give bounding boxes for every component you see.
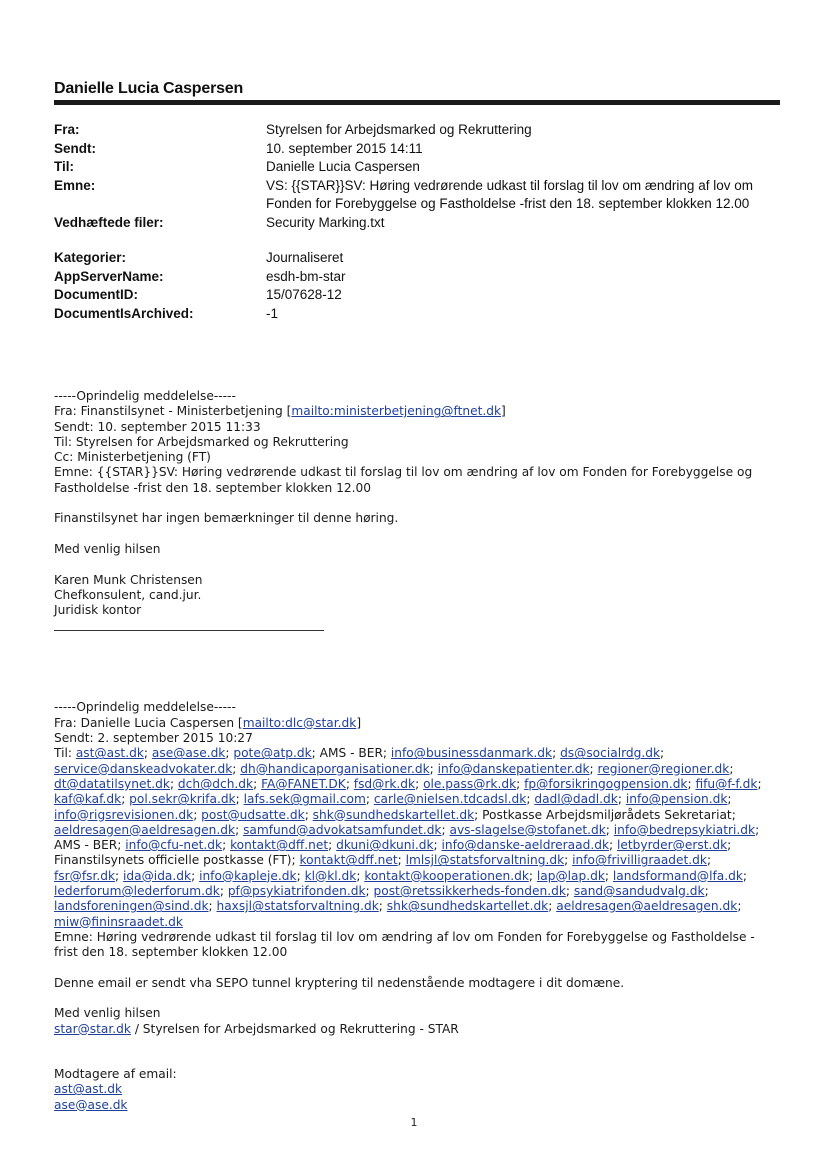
recipient-email-link[interactable]: aeldresagen@aeldresagen.dk [556, 899, 738, 914]
recipient-separator: ; [235, 792, 244, 807]
msg1-sig-name: Karen Munk Christensen [54, 572, 203, 587]
recipient-separator: ; AMS - BER; [54, 822, 760, 853]
recipient-email-link[interactable]: dadl@dadl.dk [534, 792, 618, 807]
recipient-separator: ; [121, 792, 130, 807]
msg2-body: Denne email er sendt vha SEPO tunnel kryptering til nedenstående modtagere i dit domæne. [54, 975, 625, 990]
recipient-email-link[interactable]: haxsjl@statsforvaltning.dk [216, 899, 379, 914]
recipient-email-link[interactable]: lap@lap.dk [536, 868, 605, 883]
recipient-email-link[interactable]: fsd@rk.dk [353, 776, 416, 791]
recipient-email-link[interactable]: post@udsatte.dk [201, 807, 305, 822]
msg2-subject: Emne: Høring vedrørende udkast til forslag til lov om ændring af lov om Fonden for Forebyggelse og Fastholdelse -frist den 18. september klokken 12.00 [54, 929, 755, 960]
recipient-email-link[interactable]: lederforum@lederforum.dk [54, 884, 220, 899]
recipient-separator: ; [304, 807, 313, 822]
recipient-separator: ; [356, 868, 365, 883]
recipient-separator: ; [219, 884, 228, 899]
recipient-separator: ; [208, 899, 217, 914]
recipient-email-link[interactable]: post@retssikkerheds-fonden.dk [373, 884, 566, 899]
recipient-email-link[interactable]: kaf@kaf.dk [54, 792, 122, 807]
recipient-email-link[interactable]: info@cfu-net.dk [125, 838, 223, 853]
recipient-separator: ; [548, 899, 557, 914]
recipient-email-link[interactable]: ole.pass@rk.dk [423, 776, 517, 791]
recipient-separator: ; [253, 776, 262, 791]
recipient-email-link[interactable]: landsforeningen@sind.dk [54, 899, 209, 914]
msg1-from-link[interactable]: mailto:ministerbetjening@ftnet.dk [291, 404, 502, 419]
recipient-separator: ; [143, 746, 152, 761]
msg1-body: Finanstilsynet har ingen bemærkninger til denne høring. [54, 511, 399, 526]
msg1-greeting: Med venlig hilsen [54, 541, 161, 556]
recipient-separator: ; [526, 792, 535, 807]
meta-from: Fra: Styrelsen for Arbejdsmarked og Rekruttering [54, 122, 532, 137]
recipient-separator: ; [345, 776, 354, 791]
recipient-email-link[interactable]: dt@datatilsynet.dk [54, 776, 170, 791]
recipient-email-link[interactable]: ast@ast.dk [75, 746, 144, 761]
recipient-separator: ; [415, 776, 424, 791]
recipients-label: Modtagere af email: [54, 1066, 177, 1081]
star-link[interactable]: star@star.dk [54, 1021, 131, 1036]
recipient-email-link[interactable]: miw@fininsraadet.dk [54, 914, 183, 929]
recipient-separator: ; [235, 822, 244, 837]
recipient-email-link[interactable]: shk@sundhedskartellet.dk [312, 807, 475, 822]
recipient-separator: ; [727, 792, 732, 807]
recipient-separator: ; [296, 868, 305, 883]
recipient-email-link[interactable]: lmlsjl@statsforvaltning.dk [405, 853, 565, 868]
msg1-cc: Cc: Ministerbetjening (FT) [54, 450, 211, 465]
recipient-email-link[interactable]: dch@dch.dk [177, 776, 254, 791]
recipient-email-link[interactable]: avs-slagelse@stofanet.dk [449, 822, 606, 837]
document-title: Danielle Lucia Caspersen [54, 80, 244, 97]
recipient-email-link[interactable]: fsr@fsr.dk [54, 868, 116, 883]
msg2-greeting: Med venlig hilsen [54, 1006, 161, 1021]
email-body [54, 389, 774, 1113]
recipient-separator: ; [660, 746, 665, 761]
recipient-email-link[interactable]: carle@nielsen.tdcadsl.dk [373, 792, 527, 807]
recipient-separator: ; [589, 761, 598, 776]
recipient-email-link[interactable]: samfund@advokatsamfundet.dk [243, 822, 442, 837]
recipient-email-link[interactable]: info@businessdanmark.dk [390, 746, 553, 761]
msg1-from: Fra: Finanstilsynet - Ministerbetjening [mailto:ministerbetjening@ftnet.dk] [54, 404, 506, 419]
recipient-email-link[interactable]: landsformand@lfa.dk [612, 868, 743, 883]
recipient-separator: ; [742, 868, 748, 883]
recipient-separator: ; [604, 868, 613, 883]
recipient-email-link[interactable]: fp@forsikringogpension.dk [524, 776, 688, 791]
msg2-sent: Sendt: 2. september 2015 10:27 [54, 731, 253, 746]
recipient-email-link[interactable]: info@bedrepsykiatri.dk [613, 822, 756, 837]
recipient-separator: ; [429, 761, 438, 776]
recipient-email-link[interactable]: kontakt@dff.net [230, 838, 329, 853]
msg2-from-link[interactable]: mailto:dlc@star.dk [242, 715, 357, 730]
recipient-email-link[interactable]: dkuni@dkuni.dk [336, 838, 434, 853]
recipient-separator: ; [565, 884, 574, 899]
meta-subject: Emne: VS: {{STAR}}SV: Høring vedrørende udkast til forslag til lov om ændring af lov om Fonden for Forebyggelse og Fastholdelse -frist den 18. september klokken 12.00 [54, 177, 753, 211]
recipient-email-link[interactable]: kontakt@dff.net [299, 853, 398, 868]
email-metadata [54, 121, 774, 323]
recipient-separator: ; [687, 776, 696, 791]
recipient-separator: ; [225, 746, 234, 761]
page-number: 1 [410, 1116, 418, 1129]
recipient-separator: ; [169, 776, 178, 791]
meta-documentisarchived: DocumentIsArchived: -1 [54, 305, 279, 321]
recipient-separator: ; [433, 838, 442, 853]
meta-documentid: DocumentID: 15/07628-12 [54, 287, 342, 302]
recipient-email-link[interactable]: pf@psykiatrifonden.dk [227, 884, 366, 899]
recipient-separator: ; [441, 822, 450, 837]
recipient-separator: ; [617, 792, 626, 807]
recipient-email-link[interactable]: pol.sekr@krifa.dk [129, 792, 236, 807]
recipient-email-link[interactable]: ase@ase.dk [151, 746, 226, 761]
recipient-email-link[interactable]: sand@sandudvalg.dk [573, 884, 705, 899]
recipient-email-link[interactable]: info@kapleje.dk [199, 868, 297, 883]
msg1-sent: Sendt: 10. september 2015 11:33 [54, 419, 261, 434]
recipient-email-link[interactable]: info@danskepatienter.dk [437, 761, 590, 776]
recipient-separator: ; [757, 776, 762, 791]
msg2-header: -----Oprindelig meddelelse----- [54, 700, 236, 715]
msg1-subject: Emne: {{STAR}}SV: Høring vedrørende udkast til forslag til lov om ændring af lov om Fonden for Forebyggelse og Fastholdelse -frist den 18. september klokken 12.00 [54, 465, 753, 495]
msg2-recipients: Til: ast@ast.dk; ase@ase.dk; pote@atp.dk; AMS - BER; info@businessdanmark.dk; ds@socialrdg.dk; service@danskeadvokater.dk; dh@handicaporganisationer.dk; info@danskepatienter.dk; regioner@regioner.dk; dt@datatilsynet.dk; dch@dch.dk; FA@FANET.DK; fsd@rk.dk; ole.pass@rk.dk; fp@forsikringogpension.dk; fifu@f-f.dk; kaf@kaf.dk; pol.sekr@krifa.dk; lafs.sek@gmail.com; carle@nielsen.tdcadsl.dk; dadl@dadl.dk; info@pension.dk; info@rigsrevisionen.dk; post@udsatte.dk; shk@sundhedskartellet.dk; Postkasse Arbejdsmiljørådets Sekretariat; aeldresagen@aeldresagen.dk; samfund@advokatsamfundet.dk; avs-slagelse@stofanet.dk; info@bedrepsykiatri.dk; AMS - BER; info@cfu-net.dk; kontakt@dff.net; dkuni@dkuni.dk; info@danske-aeldreraad.dk; letbyrder@erst.dk; Finanstilsynets officielle postkasse (FT); kontakt@dff.net; lmlsjl@statsforvaltning.dk; info@frivilligraadet.dk; fsr@fsr.dk; ida@ida.dk; info@kapleje.dk; kl@kl.dk; kontakt@kooperationen.dk; lap@lap.dk; landsformand@lfa.dk; lederforum@lederforum.dk; pf@psykiatrifonden.dk; post@retssikkerheds-fonden.dk; sand@sandudvalg.dk; landsforeningen@sind.dk; haxsjl@statsforvaltning.dk; shk@sundhedskartellet.dk; aeldresagen@aeldresagen.dk; miw@fininsraadet.dk [54, 746, 762, 929]
recipient-email-link[interactable]: regioner@regioner.dk [597, 761, 730, 776]
recipient-separator: ; AMS - BER; [311, 746, 391, 761]
recipient-email-link[interactable]: kontakt@kooperationen.dk [364, 868, 529, 883]
recipient-email-link[interactable]: ds@socialrdg.dk [560, 746, 661, 761]
recipient-separator: ; [552, 746, 561, 761]
recipient-separator: ; [609, 838, 618, 853]
recipient-separator: ; [115, 868, 124, 883]
recipient-email-link[interactable]: info@pension.dk [625, 792, 728, 807]
recipient-separator: ; [328, 838, 337, 853]
recipient-separator: ; [193, 807, 202, 822]
recipient-separator: ; [365, 792, 374, 807]
recipient-email-link[interactable]: FA@FANET.DK [261, 776, 346, 791]
recipient-email-link[interactable]: aeldresagen@aeldresagen.dk [54, 822, 236, 837]
meta-appservername: AppServerName: esdh-bm-star [54, 268, 346, 284]
recipient-email-link[interactable]: pote@atp.dk [233, 746, 312, 761]
msg1-sig-dept: Juridisk kontor [54, 603, 142, 618]
recipient-email-link[interactable]: fifu@f-f.dk [695, 776, 758, 791]
recipient-separator: ; [737, 899, 742, 914]
msg2-signature: star@star.dk / Styrelsen for Arbejdsmarked og Rekruttering - STAR [54, 1021, 459, 1036]
recipient-email-link[interactable]: dh@handicaporganisationer.dk [240, 761, 430, 776]
recipient-email-link[interactable]: info@frivilligraadet.dk [572, 853, 707, 868]
recipient-email-link[interactable]: service@danskeadvokater.dk [54, 761, 233, 776]
recipient-separator: ; [706, 853, 712, 868]
recipient-separator: ; [191, 868, 200, 883]
recipient-email-link[interactable]: shk@sundhedskartellet.dk [386, 899, 549, 914]
recipient-email-link[interactable]: info@danske-aeldreraad.dk [441, 838, 610, 853]
meta-sent: Sendt: 10. september 2015 14:11 [54, 140, 423, 156]
recipient-separator: ; [528, 868, 537, 883]
recipient-separator: ; [397, 853, 406, 868]
msg1-to: Til: Styrelsen for Arbejdsmarked og Rekruttering [54, 434, 349, 449]
recipient-email-link[interactable]: kl@kl.dk [304, 868, 357, 883]
recipient-email-link[interactable]: info@rigsrevisionen.dk [54, 807, 194, 822]
msg1-sig-title: Chefkonsulent, cand.jur. [54, 587, 202, 602]
msg2-from: Fra: Danielle Lucia Caspersen [mailto:dlc@star.dk] [54, 715, 362, 730]
recipient-email-link[interactable]: letbyrder@erst.dk [617, 838, 728, 853]
recipient-separator: ; [222, 838, 231, 853]
recipient-separator: ; [605, 822, 614, 837]
recipient-separator: ; [516, 776, 525, 791]
recipient-separator: ; Postkasse Arbejdsmiljørådets Sekretariat; [474, 807, 736, 822]
recipient-separator: ; [564, 853, 573, 868]
recipient-email-link[interactable]: ida@ida.dk [123, 868, 192, 883]
recipient-email-link[interactable]: lafs.sek@gmail.com [243, 792, 366, 807]
recipient-separator: ; [365, 884, 374, 899]
recipient-link: ast@ast.dk [54, 1082, 123, 1097]
msg1-header: -----Oprindelig meddelelse----- [54, 389, 236, 403]
recipient-separator: ; [704, 884, 709, 899]
recipient-separator: ; [729, 761, 734, 776]
title-rule [54, 100, 780, 105]
recipient-link: ase@ase.dk [54, 1097, 128, 1112]
recipient-separator: ; [378, 899, 387, 914]
meta-to: Til: Danielle Lucia Caspersen [54, 159, 420, 174]
recipient-separator: ; [232, 761, 241, 776]
meta-categories: Kategorier: Journaliseret [54, 250, 344, 265]
recipient-separator: ; Finanstilsynets officielle postkasse (FT); [54, 838, 732, 868]
meta-attachments: Vedhæftede filer: Security Marking.txt [54, 214, 385, 230]
